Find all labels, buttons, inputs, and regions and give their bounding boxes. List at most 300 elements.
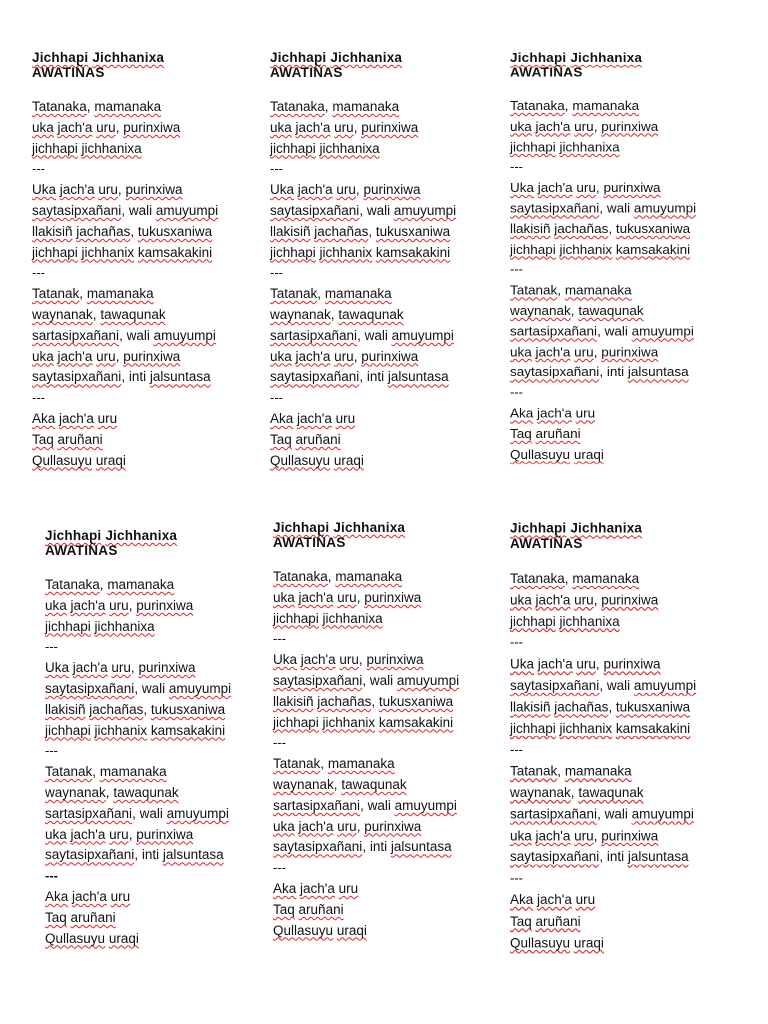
lyric-word: saytasipxañani [32,369,122,385]
lyric-word: uru [109,597,129,613]
lyric-word: mamanaka [99,764,167,780]
song-title-word: Jichhapi [45,528,102,543]
lyric-line [32,180,264,201]
lyric-word: llakisiñ [45,701,86,717]
lyric-word: Tatanak [32,286,80,302]
lyric-word: purinxiwa [138,660,196,676]
lyric-text: , inti [362,839,391,855]
lyric-line [273,796,505,817]
lyric-word: uru [110,888,131,904]
lyric-word: Tatanaka [510,98,565,114]
lyric-line [270,326,502,347]
lyric-line [45,783,277,804]
lyric-word: jichhapi [270,244,316,260]
lyric-word: tukusxaniwa [375,223,451,239]
lyric-line [45,596,277,617]
lyric-word: jalsuntasa [627,848,689,865]
lyric-word: mamanaka [327,756,395,772]
song-title-word: Jichhapi [270,50,327,65]
separator-dashes: --- [45,639,58,655]
verse-separator [270,159,502,180]
lyric-line [273,775,505,796]
separator-dashes: --- [45,868,58,884]
lyric-word: jach'a [298,589,334,605]
lyric-word: uka [45,826,67,842]
lyric-line [510,890,742,911]
lyric-text: , [564,570,573,586]
lyric-word: llakisiñ [270,223,311,239]
lyric-word: tukusxaniwa [615,698,691,715]
lyric-word: amuyumpi [153,327,216,343]
lyric-line [510,363,742,383]
lyric-word: kamsakakini [615,720,691,736]
lyric-word: Tatanaka [270,99,325,114]
lyric-word: Uka [32,182,57,198]
lyric-line [45,887,277,908]
lyric-word: uru [338,880,359,896]
lyric-text: , [593,344,602,359]
lyric-line [45,575,277,596]
lyric-word: purinxiwa [601,591,659,608]
separator-dashes: --- [270,161,283,177]
lyric-line [273,837,505,858]
lyric-line [273,900,505,921]
lyric-word: uru [336,182,356,198]
lyric-text: , [593,118,602,134]
lyric-word: jichhapi [45,618,91,634]
song-title [32,50,264,65]
verse-separator [32,159,264,180]
lyric-word: uru [576,656,596,672]
separator-dashes: --- [273,860,286,876]
separator-dashes: --- [510,262,523,277]
lyric-word: kamsakakini [150,722,226,738]
lyric-text: , [128,826,137,842]
lyric-line [273,692,505,713]
lyric-text: , inti [359,369,388,385]
lyric-word: Taq [510,426,532,441]
lyric-word: llakisiñ [32,223,73,239]
lyric-word: uraqi [573,934,604,951]
verse-separator [32,388,264,409]
lyric-text: , [356,589,365,605]
lyric-text: , [79,286,87,302]
lyric-word: jach'a [537,656,573,672]
lyric-text: , [355,182,364,198]
verse-separator [510,868,742,889]
separator-dashes: --- [510,385,523,400]
lyric-word: amuyumpi [631,806,694,822]
lyric-text: , [608,221,616,236]
lyric-line [510,761,742,782]
lyric-word: tukusxaniwa [378,693,454,709]
lyric-line [273,817,505,838]
lyric-text: , [333,776,342,792]
lyric-word: jalsuntasa [162,847,224,863]
lyric-text: , [92,306,101,322]
lyric-word: jach'a [537,891,572,908]
lyric-line [270,243,502,264]
lyric-word: uru [574,827,594,843]
lyric-text: , [595,180,604,195]
lyric-line [510,590,742,611]
lyric-word: uru [96,348,116,364]
lyric-word: jichhapi [273,714,319,730]
lyric-text: , [593,827,602,843]
lyric-line [510,178,742,198]
lyric-text: , wali [597,323,632,339]
lyric-word: Aka [32,410,56,426]
lyric-word: mamanaka [335,569,403,584]
lyric-line [510,301,742,321]
lyric-line [270,305,502,326]
lyric-word: Qullasuyu [32,452,93,468]
lyric-text: , [92,764,100,780]
lyric-word: uraqi [336,922,367,938]
lyric-word: purinxiwa [601,344,659,359]
separator-dashes: --- [510,159,523,175]
separator-dashes: --- [273,631,286,647]
lyric-line [270,367,502,388]
lyric-line [510,342,742,362]
lyric-word: purinxiwa [123,119,181,135]
lyric-word: tawaqunak [338,306,404,322]
lyrics-card-3 [510,50,742,465]
lyric-line [45,679,277,700]
lyric-word: uru [111,660,131,676]
verse-separator [510,158,742,178]
lyric-word: uka [273,818,295,834]
song-subtitle: AWATIÑAS [510,64,583,80]
lyric-word: amuyumpi [633,677,697,694]
lyric-word: Taq [273,901,295,917]
lyric-word: jach'a [297,410,332,426]
lyric-line [510,322,742,342]
verse-separator [273,733,505,754]
lyric-word: Tatanak [273,756,321,772]
lyric-word: amuyumpi [155,202,219,218]
lyric-line [32,347,264,368]
lyric-word: uka [45,597,67,613]
lyric-text: , [353,119,362,135]
lyric-line [45,700,277,721]
lyric-word: jach'a [295,348,331,364]
song-subtitle: AWATIÑAS [273,535,346,550]
lyric-word: Tatanak [45,764,93,780]
lyric-word: purinxiwa [364,589,422,605]
lyric-line [32,409,264,430]
lyric-word: jach'a [298,818,334,834]
lyric-line [510,911,742,932]
lyric-line [270,201,502,222]
lyric-text: , wali [362,672,397,688]
lyric-word: aruñani [57,431,103,447]
lyric-word: Tatanak [510,282,558,298]
lyric-word: purinxiwa [361,119,419,135]
lyric-word: uka [32,119,54,135]
lyric-word: mamanaka [564,763,632,779]
lyric-text: , [570,784,579,801]
lyric-word: jach'a [537,180,573,195]
separator-dashes: --- [270,265,283,281]
lyric-word: amuyumpi [396,672,460,688]
lyric-word: uka [273,589,295,605]
lyric-line [510,404,742,424]
lyric-word: jichhapi [32,140,78,156]
lyric-line [32,201,264,222]
lyric-line [510,219,742,239]
lyric-word: Tatanak [510,763,558,779]
lyrics-card-2 [270,50,502,471]
song-title-word: Jichhapi [510,50,567,65]
lyric-line [32,97,264,118]
lyric-word: uka [270,348,292,364]
lyric-text: , [143,701,151,717]
lyric-line [45,617,277,638]
lyric-word: uru [335,410,356,426]
lyric-word: jichhanixa [94,618,155,634]
lyric-text: , inti [134,847,163,863]
lyric-text: , wali [134,680,169,696]
lyric-word: amuyumpi [391,327,454,343]
lyric-word: amuyumpi [631,323,694,339]
lyric-word: Taq [270,431,292,447]
lyric-word: kamsakakini [137,244,213,260]
lyric-word: Aka [45,888,69,904]
lyric-word: jichhanix [94,722,148,738]
lyric-word: jichhanix [81,244,135,260]
lyric-line [510,804,742,825]
lyric-word: Aka [510,405,534,421]
lyric-text: , [105,784,114,800]
lyric-word: jichhapi [510,241,556,257]
lyric-text: , [595,656,604,672]
lyric-word: waynanak [510,784,571,801]
lyric-word: uru [575,891,596,908]
separator-dashes: --- [273,735,286,751]
lyric-word: Qullasuyu [273,922,334,938]
lyric-line [32,305,264,326]
lyric-text: , wali [121,202,156,218]
lyric-word: jalsuntasa [149,369,211,385]
lyric-word: jachañas [89,701,144,717]
lyric-word: jichhanixa [559,613,620,629]
lyric-text: , wali [360,797,395,813]
lyric-word: Uka [273,652,298,668]
lyric-word: uka [510,344,532,359]
lyric-word: Uka [45,660,70,676]
lyric-word: uru [334,119,354,135]
lyric-word: jach'a [57,348,93,364]
lyrics-card-1 [32,50,264,471]
lyric-word: saytasipxañani [270,369,360,385]
lyric-text: , [128,597,137,613]
verse-separator [45,866,277,887]
lyric-word: saytasipxañani [510,677,600,694]
lyric-text: , [593,591,602,608]
lyric-text: , wali [599,200,634,216]
lyric-word: jachañas [554,698,609,715]
lyric-line [270,180,502,201]
lyric-word: uru [575,405,596,421]
lyric-word: uru [334,348,354,364]
lyric-word: aruñani [70,909,116,925]
lyric-line [32,118,264,139]
lyric-word: jach'a [297,182,333,198]
lyric-word: Taq [45,909,67,925]
lyric-word: llakisiñ [273,693,314,709]
lyric-line [45,721,277,742]
lyric-line [510,137,742,157]
song-title-word: Jichhanixa [333,520,406,535]
verse-separator [273,858,505,879]
lyric-word: uru [109,826,129,842]
lyric-word: saytasipxañani [510,848,600,865]
lyric-text: , [117,182,126,198]
lyric-text: , [317,286,325,302]
lyric-text: , [324,99,333,114]
lyric-word: jachañas [314,223,369,239]
lyric-word: uru [574,118,594,134]
lyric-word: aruñani [535,426,581,441]
lyric-word: purinxiwa [136,597,194,613]
song-title-word: Jichhanixa [570,50,643,65]
separator-dashes: --- [270,390,283,406]
lyric-word: uru [96,119,116,135]
lyric-line [270,222,502,243]
lyric-word: uru [98,182,118,198]
lyric-text: , [368,223,376,239]
lyric-line [510,117,742,137]
lyric-word: tawaqunak [100,306,166,322]
lyric-word: mamanaka [572,98,640,114]
lyric-line [510,697,742,718]
song-title-word: Jichhanixa [570,520,643,536]
lyric-word: jach'a [70,597,106,613]
verse-separator [32,263,264,284]
lyric-word: mamanaka [332,99,400,114]
lyric-line [273,671,505,692]
verse-separator [510,260,742,280]
lyric-text: , [557,282,565,298]
lyric-line [510,240,742,260]
lyric-text: , inti [121,369,150,385]
lyric-word: jichhapi [270,140,316,156]
lyric-word: Taq [510,913,532,929]
lyric-word: purinxiwa [603,180,661,195]
lyric-word: tukusxaniwa [137,223,213,239]
lyric-word: llakisiñ [510,698,551,715]
song-title-word: Jichhanixa [92,50,165,65]
lyric-word: jalsuntasa [390,839,452,855]
lyric-word: jach'a [72,660,108,676]
lyric-text: , wali [597,806,632,822]
lyric-line [273,754,505,775]
lyric-line [273,713,505,734]
lyric-word: Uka [510,180,535,195]
lyric-word: waynanak [270,306,331,322]
lyric-word: uru [574,591,594,608]
separator-dashes: --- [510,634,523,651]
lyric-word: uraqi [95,452,126,468]
lyric-word: jach'a [300,652,336,668]
song-title-word: Jichhapi [32,50,89,65]
lyric-word: uru [337,818,357,834]
lyric-word: jach'a [535,827,571,843]
lyric-text: , inti [599,364,628,380]
lyric-text: , [130,660,139,676]
lyric-word: uka [510,118,532,134]
verse-separator [510,633,742,654]
lyric-word: jalsuntasa [627,364,689,380]
lyric-word: uru [337,589,357,605]
lyric-line [510,718,742,739]
lyric-word: Qullasuyu [510,446,571,462]
lyric-text: , [99,577,108,592]
separator-dashes: --- [510,741,523,758]
lyric-word: jichhanix [322,714,376,730]
lyric-word: uraqi [333,452,364,468]
lyric-word: aruñani [295,431,341,447]
lyric-word: purinxiwa [123,348,181,364]
lyric-word: uraqi [108,930,139,946]
lyric-word: Aka [510,891,534,908]
lyric-word: purinxiwa [125,182,183,198]
lyric-word: sartasipxañani [510,806,598,822]
lyric-line [510,445,742,465]
lyric-word: Taq [32,431,54,447]
lyric-line [45,804,277,825]
lyric-word: Tatanak [270,286,318,302]
separator-dashes: --- [32,390,45,406]
lyric-text: , wali [132,805,167,821]
lyric-word: Tatanaka [45,577,100,592]
lyric-text: , [353,348,362,364]
lyric-word: purinxiwa [363,182,421,198]
lyric-word: purinxiwa [601,118,659,134]
lyric-word: saytasipxañani [510,364,600,380]
song-title-word: Jichhanixa [330,50,403,65]
lyric-word: jachañas [554,221,609,236]
song-subtitle: AWATIÑAS [45,543,118,558]
lyric-line [270,451,502,472]
lyric-line [45,658,277,679]
lyric-word: Aka [273,880,297,896]
lyric-word: Tatanaka [273,569,328,584]
lyric-word: jach'a [59,410,94,426]
lyric-word: jichhapi [510,720,556,736]
lyric-word: waynanak [510,303,571,318]
lyric-word: jach'a [535,591,571,608]
lyric-word: Aka [270,410,294,426]
lyric-text: , wali [359,202,394,218]
lyric-word: jichhanixa [319,140,380,156]
lyric-line [32,430,264,451]
lyric-word: Tatanaka [32,99,87,114]
lyric-word: purinxiwa [364,818,422,834]
song-title-word: Jichhapi [273,520,330,535]
lyric-word: saytasipxañani [45,847,135,863]
lyric-word: uka [510,591,532,608]
lyric-word: sartasipxañani [32,327,120,343]
lyric-word: tawaqunak [341,776,407,792]
lyrics-card-4 [45,528,277,949]
lyric-text: , [320,756,328,772]
lyric-word: jichhapi [510,613,556,629]
lyric-word: Uka [270,182,295,198]
lyric-word: saytasipxañani [273,839,363,855]
separator-dashes: --- [45,743,58,759]
